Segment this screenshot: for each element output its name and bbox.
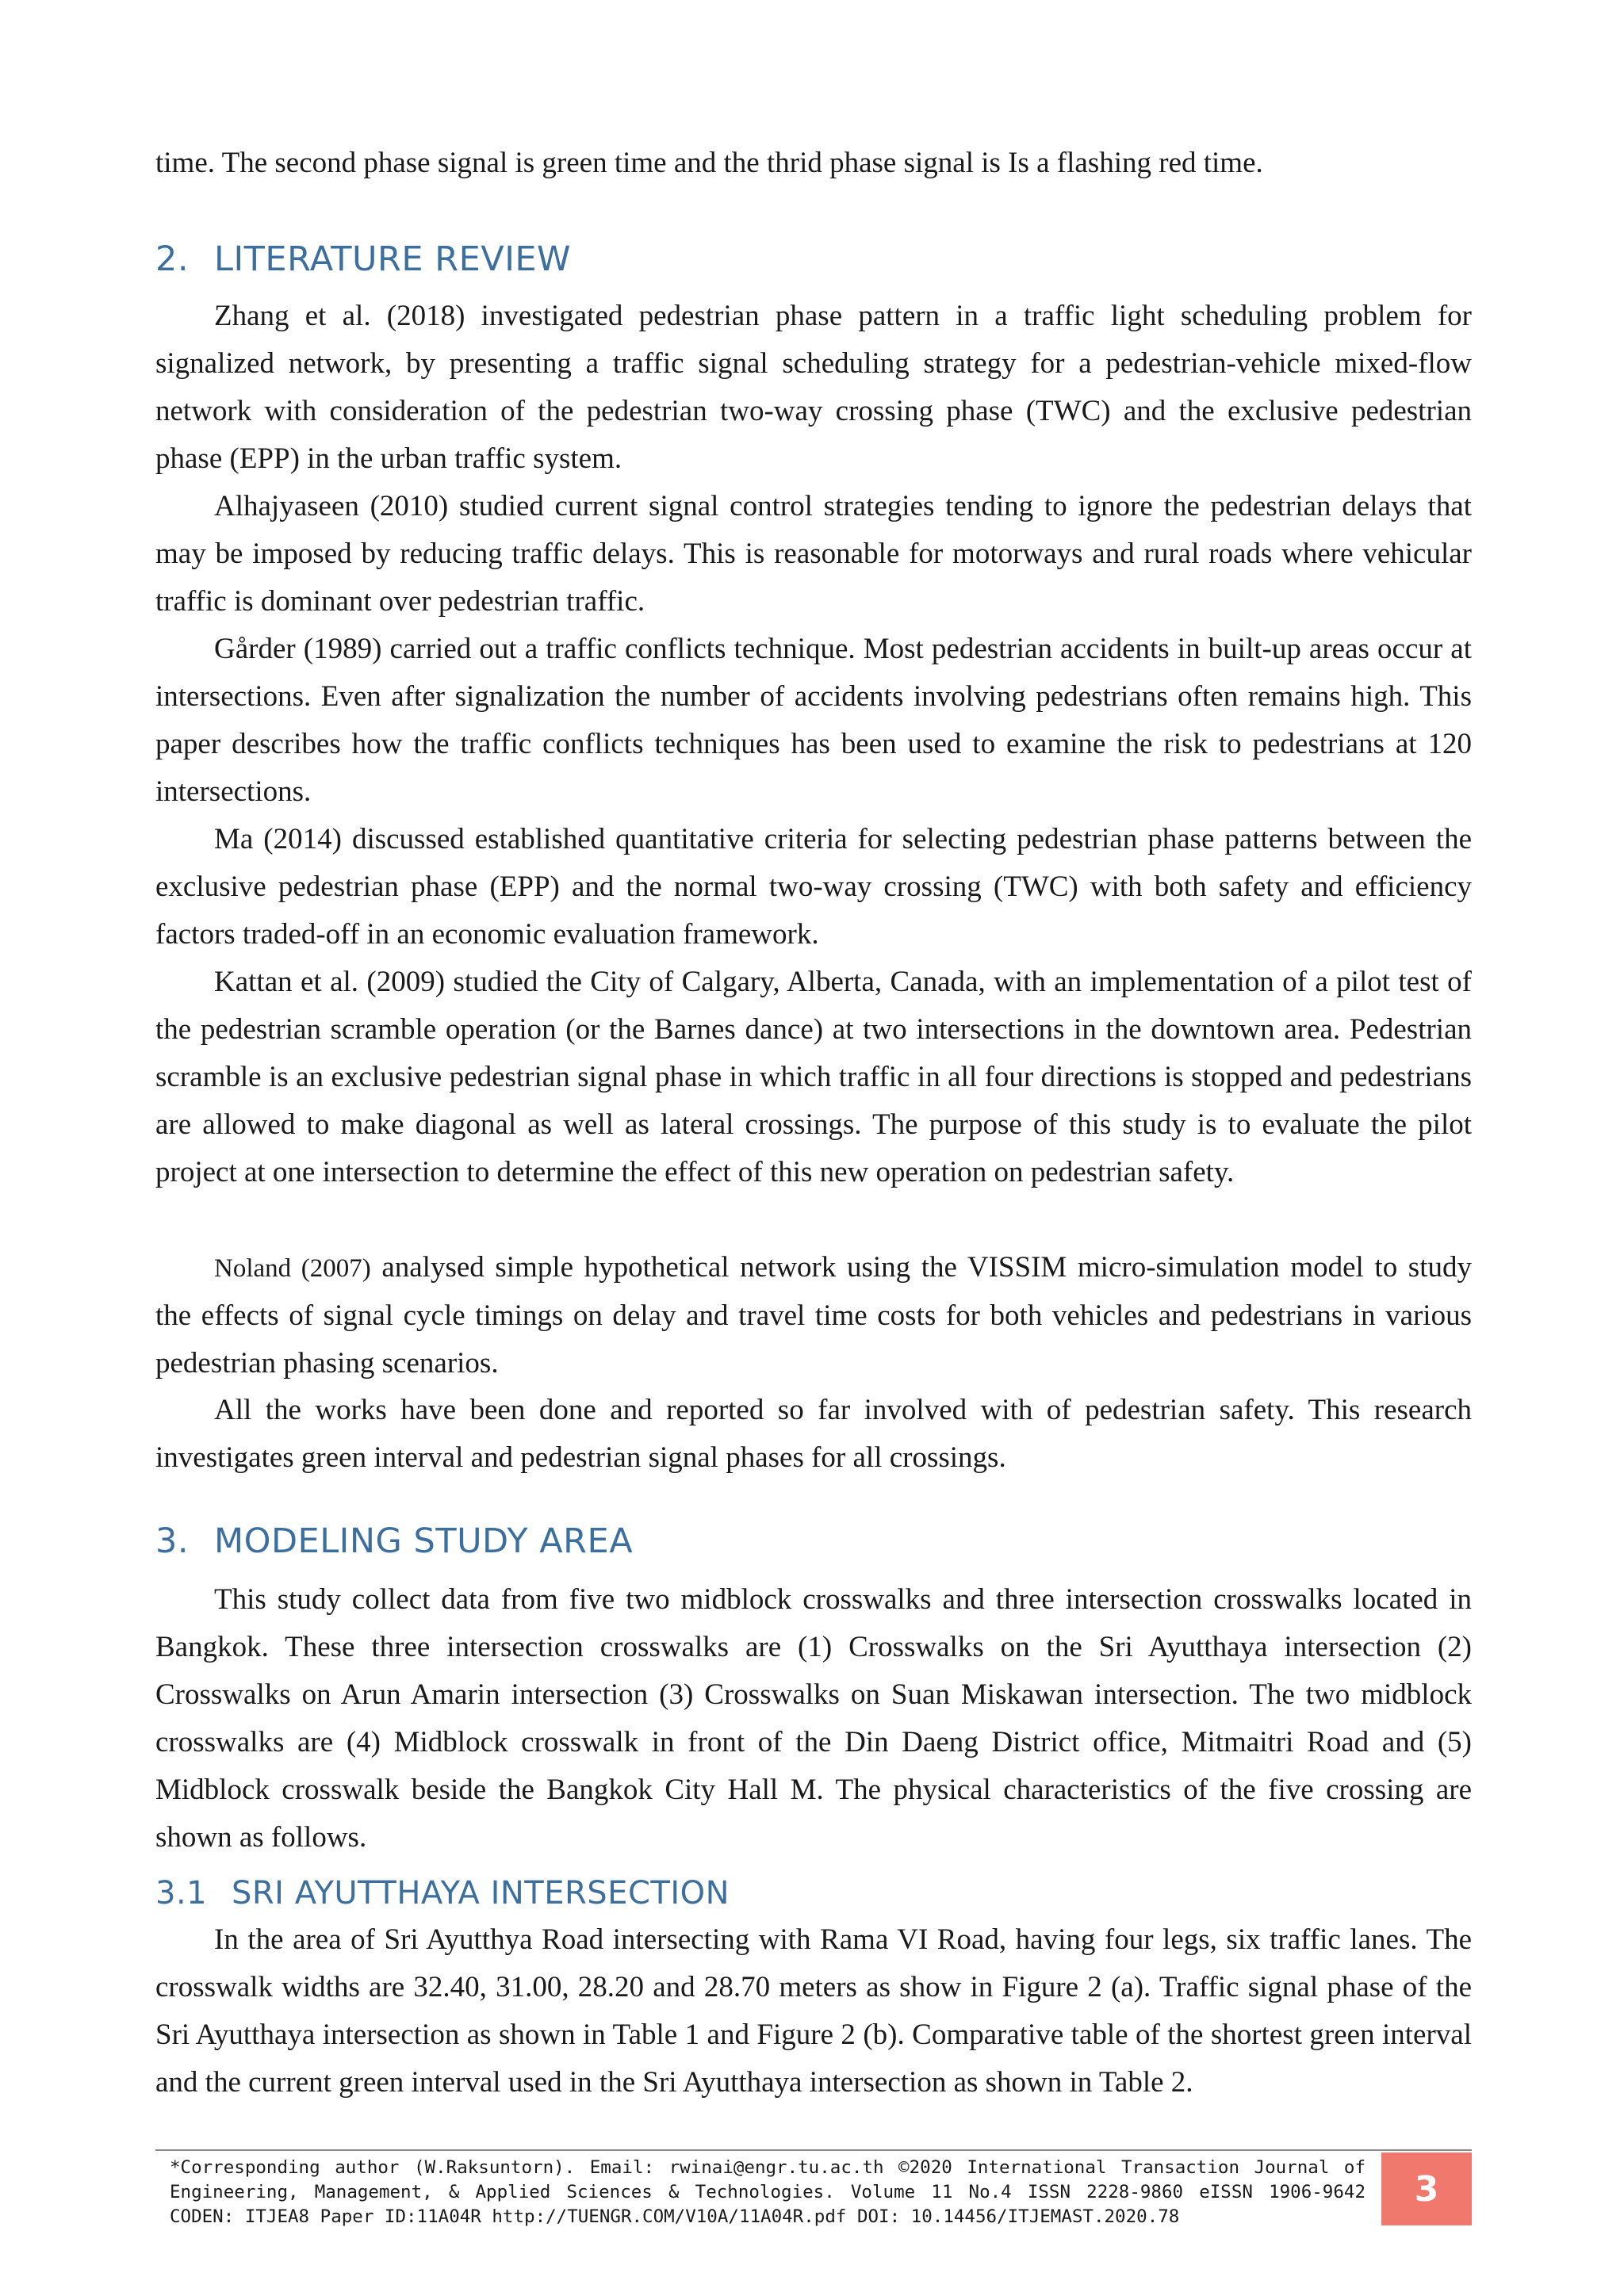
zhang-paragraph: Zhang et al. (2018) investigated pedestrian phase pattern in a traffic light scheduling problem for signalized network, by presenting a traffic signal scheduling strategy for a pedestrian-vehicle mixed-flow network with consideration of the pedestrian two-way crossing phase (TWC) and the exclusive pedestrian phase (EPP) in the urban traffic system. — [155, 300, 1472, 475]
alhajyaseen-paragraph: Alhajyaseen (2010) studied current signal control strategies tending to ignore the pedestrian delays that may be imposed by reducing traffic delays. This is reasonable for motorways and rural roads where vehicular traffic is dominant over pedestrian traffic. — [155, 490, 1472, 618]
noland-author: Noland (2007) — [214, 1254, 371, 1283]
section-3-heading — [155, 1521, 633, 1561]
section-3-1-heading — [155, 1875, 730, 1911]
sri-ayutthaya-paragraph: In the area of Sri Ayutthya Road intersecting with Rama VI Road, having four legs, six traffic lanes. The crosswalk widths are 32.40, 31.00, 28.20 and 28.70 meters as show in Figure 2 (a). Traffic signal phase of the Sri Ayutthaya intersection as shown in Table 1 and Figure 2 (b). Comparative table of the shortest green interval and the current green interval used in the Sri Ayutthaya intersection as shown in Table 2. — [155, 1923, 1472, 2099]
page-number-badge: 3 — [1381, 2152, 1472, 2225]
section-2-title: LITERATURE REVIEW — [214, 239, 572, 279]
footer-citation: *Corresponding author (W.Raksuntorn). Email: rwinai@engr.tu.ac.th ©2020 International Transaction Journal of Engineering, Management, & Applied Sciences & Technologies. Volume 11 No.4 ISSN 2228-9860 eISSN 1906-9642 CODEN: ITJEA8 Paper ID:11A04R http://TUENGR.COM/V10A/11A04R.pdf DOI: 10.14456/ITJEMAST.2020.78 — [170, 2157, 1365, 2227]
section-3-1-title: SRI AYUTTHAYA INTERSECTION — [232, 1875, 730, 1911]
garder-paragraph: Gårder (1989) carried out a traffic conflicts technique. Most pedestrian accidents in built-up areas occur at intersections. Even after signalization the number of accidents involving pedestrians often remains high. This paper describes how the traffic conflicts techniques has been used to examine the risk to pedestrians at 120 intersections. — [155, 633, 1472, 808]
section-3-number: 3. — [155, 1521, 190, 1561]
noland-paragraph — [155, 1244, 1472, 1387]
ma-paragraph: Ma (2014) discussed established quantitative criteria for selecting pedestrian phase patterns between the exclusive pedestrian phase (EPP) and the normal two-way crossing (TWC) with both safety and efficiency factors traded-off in an economic evaluation framework. — [155, 823, 1472, 951]
noland-text: analysed simple hypothetical network using the VISSIM micro-simulation model to study the effects of signal cycle timings on delay and travel time costs for both vehicles and pedestrians in various pedestrian phasing scenarios. — [155, 1251, 1472, 1380]
page-footer — [155, 2149, 1472, 2227]
section-3-1-number: 3.1 — [155, 1875, 208, 1911]
section-2-heading — [155, 239, 571, 279]
section-2-number: 2. — [155, 239, 190, 279]
closing-paragraph: All the works have been done and reported so far involved with of pedestrian safety. This research investigates green interval and pedestrian signal phases for all crossings. — [155, 1394, 1472, 1474]
kattan-paragraph: Kattan et al. (2009) studied the City of Calgary, Alberta, Canada, with an implementation of a pilot test of the pedestrian scramble operation (or the Barnes dance) at two intersections in the downtown area. Pedestrian scramble is an exclusive pedestrian signal phase in which traffic in all four directions is stopped and pedestrians are allowed to make diagonal as well as lateral crossings. The purpose of this study is to evaluate the pilot project at one intersection to determine the effect of this new operation on pedestrian safety. — [155, 966, 1472, 1188]
intro-tail-paragraph: time. The second phase signal is green time and the thrid phase signal is Is a flashing red time. — [155, 147, 1263, 179]
study-area-paragraph: This study collect data from five two midblock crosswalks and three intersection crosswalks located in Bangkok. These three intersection crosswalks are (1) Crosswalks on the Sri Ayutthaya intersection (2) Crosswalks on Arun Amarin intersection (3) Crosswalks on Suan Miskawan intersection. The two midblock crosswalks are (4) Midblock crosswalk in front of the Din Daeng District office, Mitmaitri Road and (5) Midblock crosswalk beside the Bangkok City Hall M. The physical characteristics of the five crossing are shown as follows. — [155, 1583, 1472, 1854]
section-3-title: MODELING STUDY AREA — [214, 1521, 634, 1561]
